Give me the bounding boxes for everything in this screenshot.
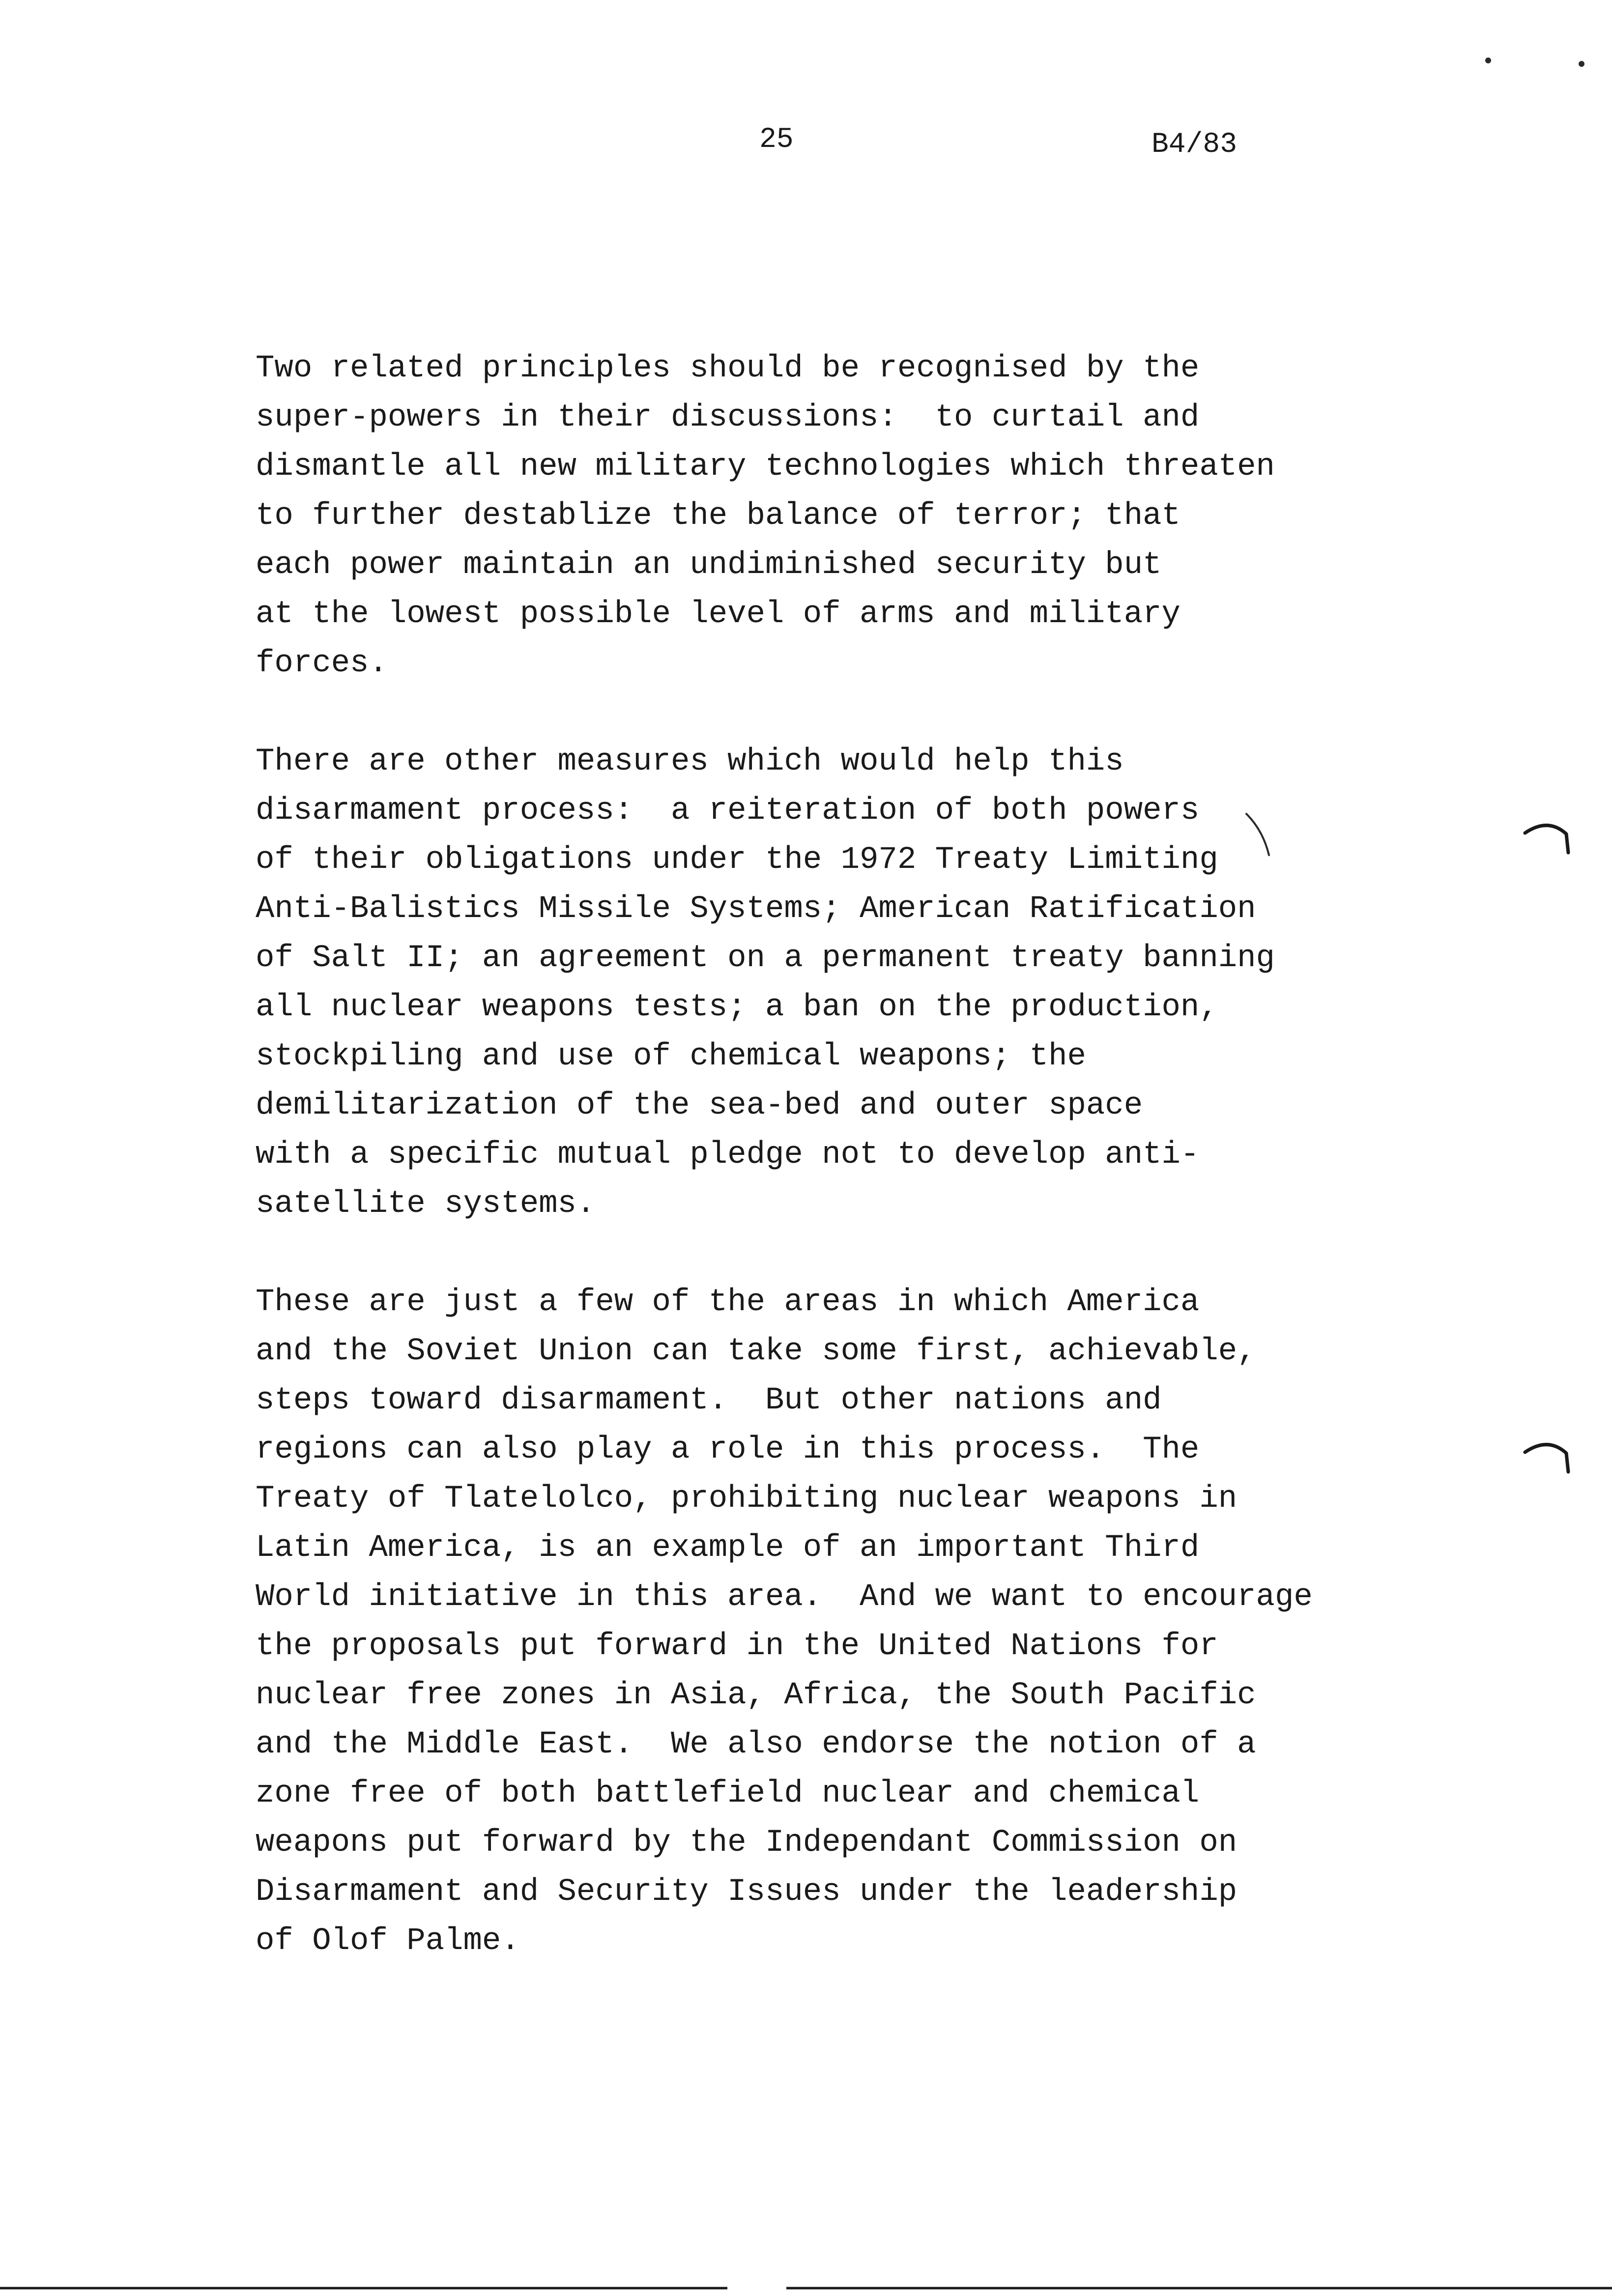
text-line: Latin America, is an example of an important Third bbox=[256, 1530, 1200, 1566]
text-line: the proposals put forward in the United Nations for bbox=[256, 1629, 1218, 1664]
text-line: to further destablize the balance of terror; that bbox=[256, 498, 1180, 534]
document-reference: B4/83 bbox=[1151, 129, 1238, 161]
text-line: dismantle all new military technologies which threaten bbox=[256, 449, 1275, 485]
text-line: Two related principles should be recognised by the bbox=[256, 351, 1200, 386]
text-line: with a specific mutual pledge not to develop anti- bbox=[256, 1137, 1200, 1173]
text-line: demilitarization of the sea-bed and outer space bbox=[256, 1088, 1143, 1123]
text-line: each power maintain an undiminished security but bbox=[256, 547, 1162, 583]
margin-bracket-stroke bbox=[1243, 811, 1278, 860]
text-line: disarmament process: a reiteration of both powers bbox=[256, 793, 1200, 829]
text-line: of Olof Palme. bbox=[256, 1923, 520, 1959]
text-line: Anti-Balistics Missile Systems; American Ratification bbox=[256, 891, 1256, 927]
text-line: weapons put forward by the Independant Commission on bbox=[256, 1825, 1238, 1861]
text-line: Treaty of Tlatelolco, prohibiting nuclear weapons in bbox=[256, 1481, 1238, 1517]
text-line: of their obligations under the 1972 Treaty Limiting bbox=[256, 842, 1218, 878]
text-line: of Salt II; an agreement on a permanent treaty banning bbox=[256, 941, 1275, 976]
text-line: stockpiling and use of chemical weapons; the bbox=[256, 1039, 1086, 1074]
text-line: steps toward disarmament. But other nations and bbox=[256, 1383, 1162, 1418]
scan-speck bbox=[1484, 57, 1492, 64]
text-line: regions can also play a role in this process. The bbox=[256, 1432, 1200, 1467]
text-line: Disarmament and Security Issues under the leadership bbox=[256, 1874, 1238, 1910]
text-line: nuclear free zones in Asia, Africa, the South Pacific bbox=[256, 1678, 1256, 1713]
text-line: World initiative in this area. And we want to encourage bbox=[256, 1579, 1313, 1615]
text-line: There are other measures which would help this bbox=[256, 744, 1124, 779]
text-line: and the Middle East. We also endorse the notion of a bbox=[256, 1727, 1256, 1762]
scan-speck bbox=[1578, 60, 1585, 68]
margin-tick-mark bbox=[1521, 1433, 1575, 1482]
text-line: forces. bbox=[256, 646, 388, 681]
text-line: super-powers in their discussions: to curtail and bbox=[256, 400, 1200, 435]
margin-tick-mark bbox=[1521, 813, 1575, 862]
paragraph-2 bbox=[256, 737, 1275, 1229]
bottom-page-rule bbox=[0, 2286, 1612, 2291]
text-line: all nuclear weapons tests; a ban on the production, bbox=[256, 990, 1218, 1025]
text-line: satellite systems. bbox=[256, 1186, 596, 1222]
page-number: 25 bbox=[759, 124, 794, 156]
text-line: and the Soviet Union can take some first, achievable, bbox=[256, 1334, 1256, 1369]
paragraph-1 bbox=[256, 344, 1275, 688]
text-line: at the lowest possible level of arms and military bbox=[256, 597, 1180, 632]
text-line: zone free of both battlefield nuclear and chemical bbox=[256, 1776, 1200, 1811]
text-line: These are just a few of the areas in which America bbox=[256, 1285, 1200, 1320]
paragraph-3 bbox=[256, 1278, 1313, 1966]
